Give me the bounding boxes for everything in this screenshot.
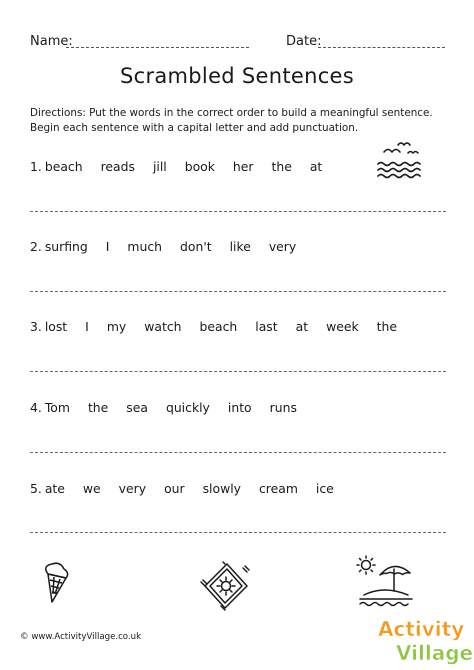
word: I: [85, 319, 89, 334]
beach-towel-icon: [197, 560, 255, 612]
page-title: Scrambled Sentences: [119, 64, 355, 88]
word: at: [309, 159, 323, 174]
word: her: [232, 159, 254, 174]
word: week: [326, 319, 359, 334]
word: beach: [199, 319, 238, 334]
logo-line-1: Activity: [378, 617, 465, 641]
word: slowly: [202, 481, 241, 496]
ice-cream-cone-icon: [38, 562, 74, 606]
sentence-number: 4.: [30, 400, 42, 415]
sentence-2: [30, 239, 314, 254]
date-label: Date:: [286, 34, 322, 49]
word: the: [376, 319, 397, 334]
sentence-4: [30, 400, 315, 415]
word: very: [118, 481, 147, 496]
sentence-number: 3.: [30, 319, 42, 334]
answer-line-2[interactable]: [30, 291, 446, 292]
answer-line-1[interactable]: [30, 211, 446, 212]
sea-birds-icon: [376, 138, 426, 180]
copyright-text: © www.ActivityVillage.co.uk: [20, 632, 142, 642]
word: don't: [180, 239, 212, 254]
sentence-5: [30, 481, 352, 496]
word: I: [105, 239, 110, 254]
word: at: [295, 319, 309, 334]
sentence-number: 2.: [30, 239, 42, 254]
word: book: [184, 159, 215, 174]
word: reads: [100, 159, 135, 174]
sentence-number: 1.: [30, 159, 42, 174]
word: jill: [152, 159, 167, 174]
logo-line-2: Village: [396, 641, 474, 665]
date-field[interactable]: [318, 47, 445, 48]
word: like: [229, 239, 251, 254]
answer-line-4[interactable]: [30, 452, 446, 453]
word: my: [106, 319, 127, 334]
answer-line-5[interactable]: [30, 532, 446, 533]
word: into: [227, 400, 252, 415]
word: we: [82, 481, 101, 496]
word: watch: [144, 319, 182, 334]
logo-icon: [374, 614, 474, 666]
word: ice: [315, 481, 334, 496]
word: runs: [269, 400, 297, 415]
word: last: [255, 319, 278, 334]
name-field[interactable]: [66, 47, 249, 48]
directions-text: Directions: Put the words in the correct order to build a meaningful sentence. Begin each sentence with a capital letter and add punctuation.: [30, 107, 433, 134]
word: our: [164, 481, 185, 496]
word: beach: [44, 159, 83, 174]
sentence-1: [30, 159, 340, 174]
word: very: [268, 239, 297, 254]
sentence-number: 5.: [30, 481, 42, 496]
word: ate: [44, 481, 65, 496]
name-label: Name:: [30, 34, 73, 49]
beach-umbrella-island-icon: [354, 555, 418, 611]
word: quickly: [165, 400, 210, 415]
sentence-3: [30, 319, 415, 334]
word: the: [271, 159, 292, 174]
word: lost: [44, 319, 68, 334]
answer-line-3[interactable]: [30, 371, 446, 372]
word: sea: [126, 400, 148, 415]
word: much: [127, 239, 163, 254]
word: the: [87, 400, 109, 415]
word: surfing: [44, 239, 88, 254]
word: cream: [258, 481, 298, 496]
word: Tom: [44, 400, 70, 415]
